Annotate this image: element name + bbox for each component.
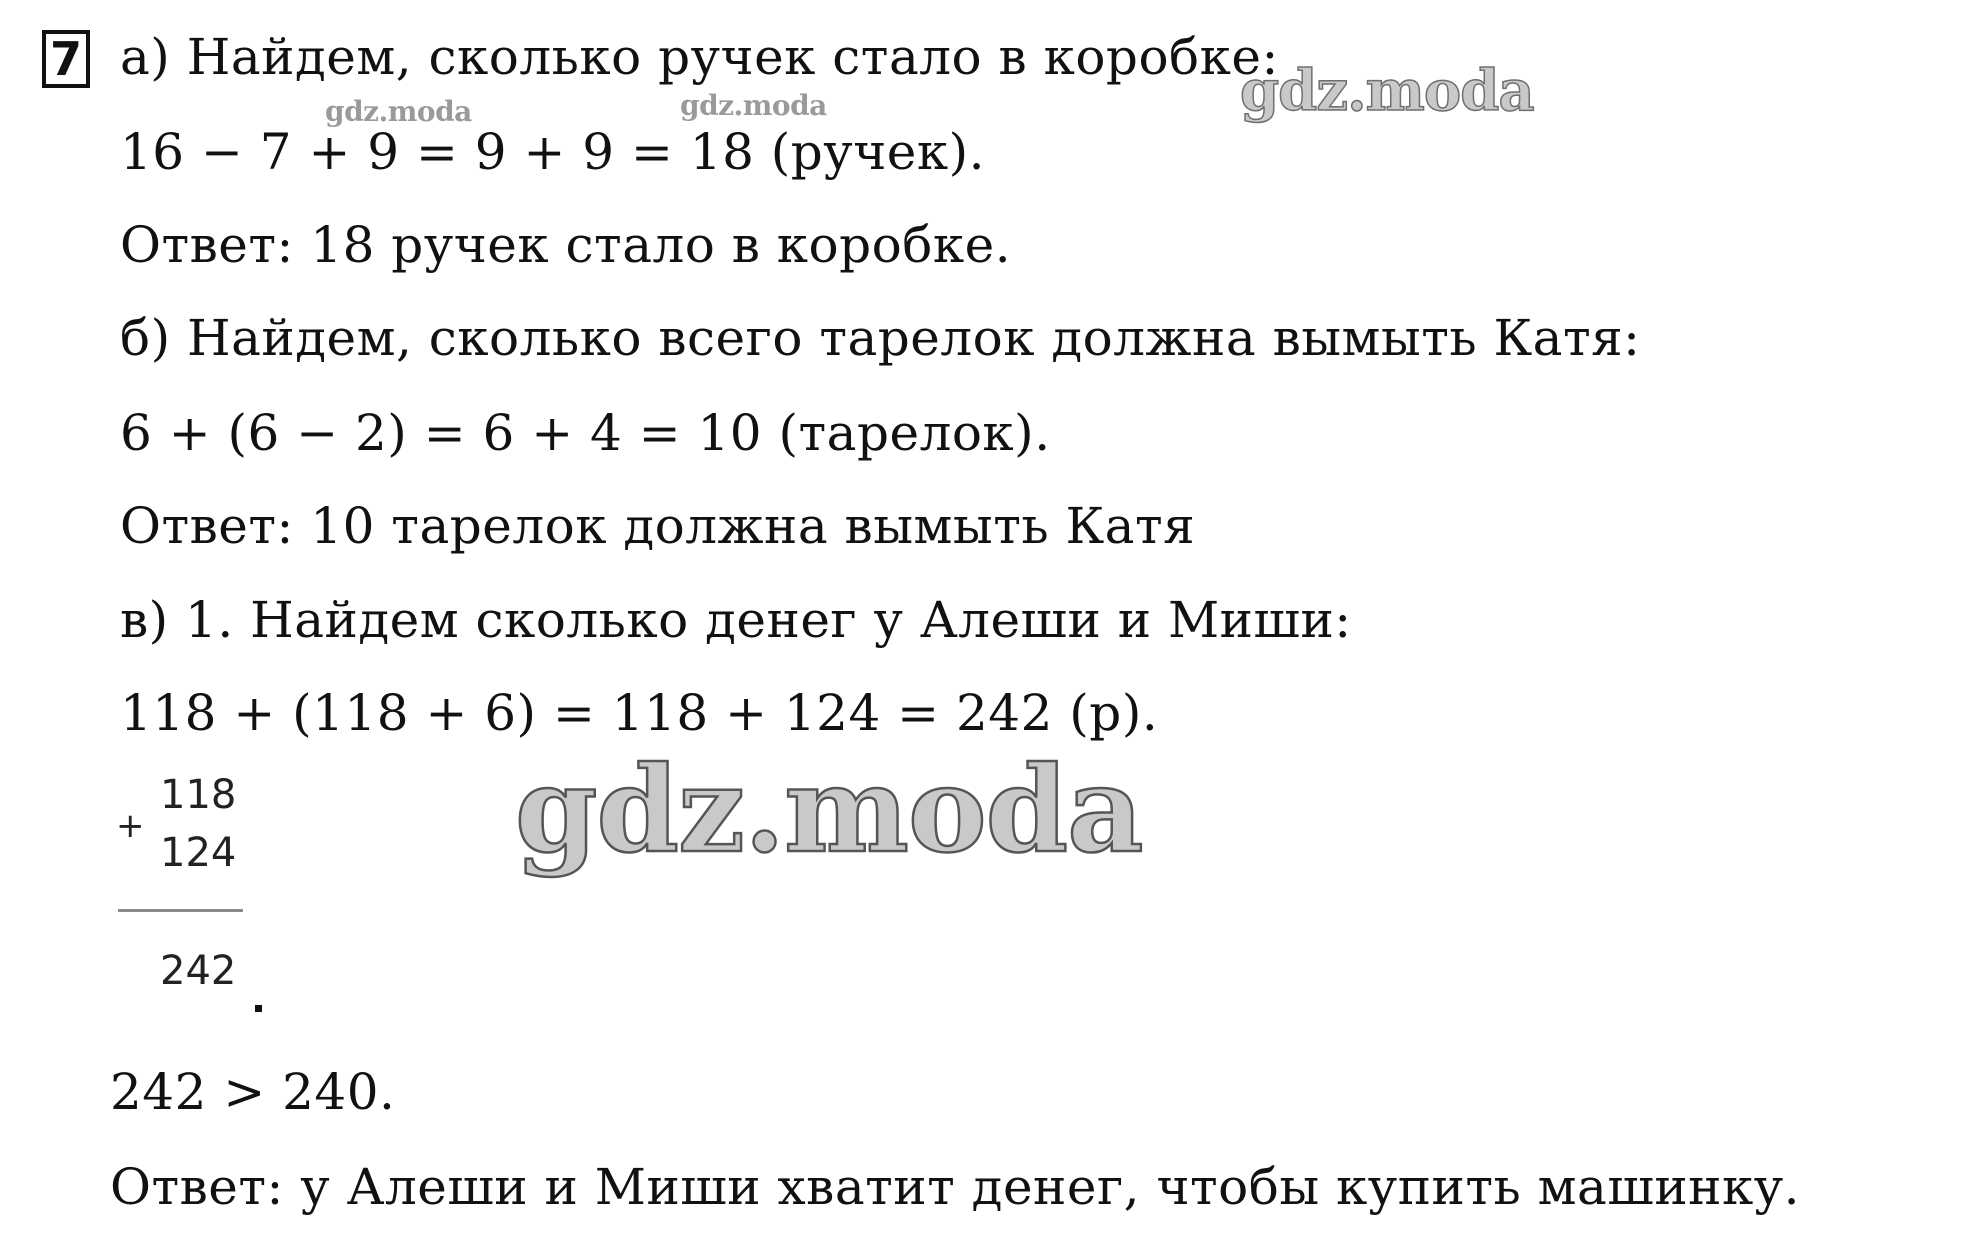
watermark-top-right: gdz.moda: [1240, 58, 1534, 124]
part-b-answer: Ответ: 10 тарелок должна вымыть Катя: [120, 497, 1196, 555]
watermark-small-center: gdz.moda: [680, 89, 827, 122]
column-addend-2: 124: [160, 830, 237, 876]
watermark-small-left: gdz.moda: [325, 95, 472, 128]
column-plus-sign: +: [116, 806, 145, 846]
part-v-expression: 118 + (118 + 6) = 118 + 124 = 242 (р).: [120, 684, 1159, 742]
column-sum-line: [118, 909, 243, 912]
part-a-intro: а) Найдем, сколько ручек стало в коробке:: [120, 28, 1279, 86]
column-sum: 242: [160, 948, 237, 994]
part-a-expression: 16 − 7 + 9 = 9 + 9 = 18 (ручек).: [120, 123, 986, 181]
part-v-answer: Ответ: у Алеши и Миши хватит денег, чтобы купить машинку.: [110, 1158, 1801, 1216]
part-v-intro: в) 1. Найдем сколько денег у Алеши и Миши:: [120, 591, 1352, 649]
column-dot: [255, 1005, 262, 1012]
task-number-box: 7: [42, 30, 90, 88]
column-addend-1: 118: [160, 772, 237, 818]
part-a-answer: Ответ: 18 ручек стало в коробке.: [120, 216, 1012, 274]
part-v-comparison: 242 > 240.: [110, 1063, 396, 1121]
part-b-intro: б) Найдем, сколько всего тарелок должна вымыть Катя:: [120, 309, 1641, 367]
part-b-expression: 6 + (6 − 2) = 6 + 4 = 10 (тарелок).: [120, 404, 1051, 462]
watermark-large: gdz.moda: [515, 740, 1143, 879]
